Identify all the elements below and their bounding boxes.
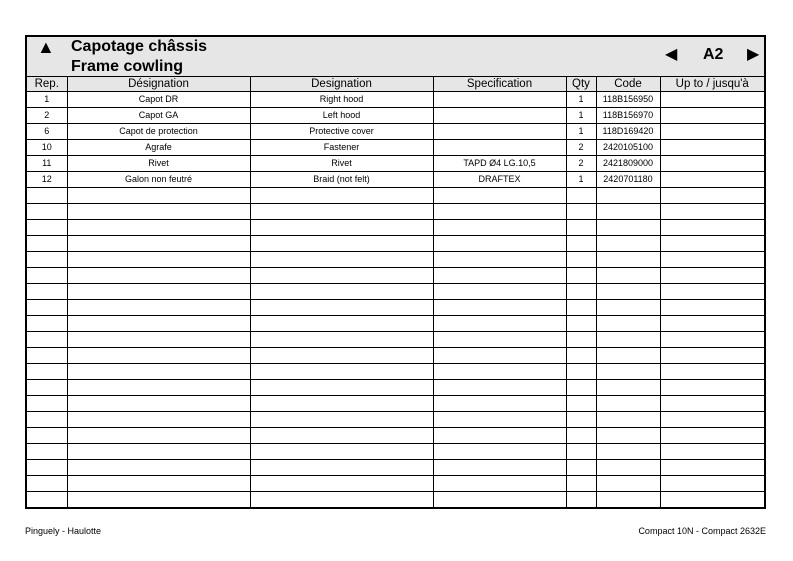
empty-cell <box>250 380 433 396</box>
empty-cell <box>433 268 566 284</box>
empty-cell <box>27 444 67 460</box>
page-code: A2 <box>703 46 724 63</box>
empty-cell <box>660 220 764 236</box>
empty-cell <box>433 188 566 204</box>
empty-cell <box>660 364 764 380</box>
empty-cell <box>67 348 250 364</box>
empty-cell <box>566 396 596 412</box>
empty-cell <box>67 268 250 284</box>
qty-cell: 1 <box>566 124 596 140</box>
qty-cell: 2 <box>566 156 596 172</box>
page-title-english: Frame cowling <box>71 58 184 75</box>
empty-cell <box>250 428 433 444</box>
up-to-cell <box>660 92 764 108</box>
empty-cell <box>250 492 433 508</box>
empty-cell <box>660 444 764 460</box>
empty-cell <box>566 268 596 284</box>
column-header-specification: Specification <box>433 77 566 92</box>
empty-cell <box>596 492 660 508</box>
empty-cell <box>596 412 660 428</box>
empty-cell <box>660 412 764 428</box>
code-cell: 118B156970 <box>596 108 660 124</box>
empty-table-row <box>27 476 764 492</box>
table-row <box>27 92 764 108</box>
empty-cell <box>250 204 433 220</box>
empty-cell <box>596 252 660 268</box>
empty-cell <box>250 284 433 300</box>
empty-cell <box>27 268 67 284</box>
empty-table-row <box>27 396 764 412</box>
empty-cell <box>27 188 67 204</box>
empty-cell <box>27 284 67 300</box>
empty-table-row <box>27 236 764 252</box>
empty-cell <box>566 300 596 316</box>
next-page-icon[interactable]: ▶ <box>747 46 760 63</box>
empty-cell <box>596 476 660 492</box>
empty-cell <box>250 252 433 268</box>
up-to-cell <box>660 156 764 172</box>
empty-cell <box>660 396 764 412</box>
up-arrow-icon[interactable]: ▲ <box>37 37 55 57</box>
empty-cell <box>660 284 764 300</box>
empty-cell <box>27 476 67 492</box>
empty-table-row <box>27 300 764 316</box>
empty-table-row <box>27 380 764 396</box>
empty-cell <box>660 204 764 220</box>
empty-cell <box>433 316 566 332</box>
empty-cell <box>67 444 250 460</box>
empty-cell <box>433 428 566 444</box>
empty-cell <box>27 396 67 412</box>
rep-cell: 12 <box>27 172 67 188</box>
empty-table-row <box>27 412 764 428</box>
up-to-cell <box>660 172 764 188</box>
empty-cell <box>250 396 433 412</box>
column-header-rep: Rep. <box>27 77 67 92</box>
empty-cell <box>27 236 67 252</box>
empty-table-row <box>27 460 764 476</box>
designation-fr-cell: Capot DR <box>67 92 250 108</box>
empty-cell <box>566 348 596 364</box>
empty-cell <box>67 332 250 348</box>
empty-cell <box>250 332 433 348</box>
empty-table-row <box>27 204 764 220</box>
rep-cell: 6 <box>27 124 67 140</box>
empty-cell <box>67 300 250 316</box>
empty-cell <box>566 188 596 204</box>
table-header-row <box>27 77 764 92</box>
empty-cell <box>433 236 566 252</box>
empty-cell <box>67 236 250 252</box>
empty-cell <box>27 316 67 332</box>
empty-table-row <box>27 252 764 268</box>
specification-cell <box>433 124 566 140</box>
footer-manufacturer: Pinguely - Haulotte <box>25 526 102 536</box>
empty-cell <box>250 316 433 332</box>
empty-cell <box>660 380 764 396</box>
empty-cell <box>660 236 764 252</box>
parts-sheet <box>25 35 766 509</box>
empty-cell <box>27 412 67 428</box>
empty-cell <box>433 476 566 492</box>
designation-fr-cell: Galon non feutré <box>67 172 250 188</box>
empty-cell <box>566 412 596 428</box>
empty-cell <box>660 316 764 332</box>
empty-cell <box>566 236 596 252</box>
page-title-french: Capotage châssis <box>71 38 208 55</box>
empty-cell <box>660 460 764 476</box>
designation-fr-cell: Rivet <box>67 156 250 172</box>
empty-cell <box>566 460 596 476</box>
empty-cell <box>433 252 566 268</box>
sheet-header <box>27 37 764 76</box>
empty-cell <box>596 236 660 252</box>
empty-cell <box>250 236 433 252</box>
empty-cell <box>660 428 764 444</box>
designation-fr-cell: Capot GA <box>67 108 250 124</box>
designation-en-cell: Left hood <box>250 108 433 124</box>
empty-cell <box>660 268 764 284</box>
qty-cell: 1 <box>566 108 596 124</box>
empty-cell <box>596 204 660 220</box>
table-row <box>27 140 764 156</box>
column-header-code: Code <box>596 77 660 92</box>
column-header-qty: Qty <box>566 77 596 92</box>
specification-cell <box>433 92 566 108</box>
empty-table-row <box>27 444 764 460</box>
empty-cell <box>566 428 596 444</box>
empty-cell <box>250 348 433 364</box>
empty-cell <box>433 348 566 364</box>
empty-cell <box>596 364 660 380</box>
empty-cell <box>660 348 764 364</box>
column-header-up-to: Up to / jusqu'à <box>660 77 764 92</box>
designation-fr-cell: Agrafe <box>67 140 250 156</box>
empty-cell <box>250 268 433 284</box>
empty-cell <box>67 460 250 476</box>
empty-table-row <box>27 268 764 284</box>
empty-cell <box>433 492 566 508</box>
empty-cell <box>596 316 660 332</box>
column-header-designation-en: Designation <box>250 77 433 92</box>
empty-cell <box>250 444 433 460</box>
empty-cell <box>27 252 67 268</box>
empty-cell <box>67 316 250 332</box>
empty-cell <box>596 460 660 476</box>
empty-cell <box>566 332 596 348</box>
specification-cell <box>433 140 566 156</box>
empty-cell <box>566 380 596 396</box>
empty-cell <box>596 380 660 396</box>
empty-cell <box>566 316 596 332</box>
empty-cell <box>433 364 566 380</box>
code-cell: 2421809000 <box>596 156 660 172</box>
empty-cell <box>67 220 250 236</box>
empty-cell <box>27 380 67 396</box>
empty-cell <box>27 364 67 380</box>
empty-cell <box>27 300 67 316</box>
empty-cell <box>596 188 660 204</box>
empty-table-row <box>27 492 764 508</box>
empty-cell <box>433 300 566 316</box>
empty-cell <box>596 332 660 348</box>
empty-cell <box>67 284 250 300</box>
empty-cell <box>596 300 660 316</box>
empty-cell <box>596 444 660 460</box>
empty-cell <box>660 300 764 316</box>
empty-cell <box>433 460 566 476</box>
empty-cell <box>27 428 67 444</box>
empty-cell <box>67 412 250 428</box>
empty-cell <box>27 332 67 348</box>
empty-cell <box>67 492 250 508</box>
empty-cell <box>433 332 566 348</box>
empty-table-row <box>27 284 764 300</box>
up-to-cell <box>660 140 764 156</box>
empty-table-row <box>27 316 764 332</box>
empty-cell <box>566 220 596 236</box>
empty-cell <box>660 476 764 492</box>
empty-cell <box>566 252 596 268</box>
empty-cell <box>596 284 660 300</box>
code-cell: 118B156950 <box>596 92 660 108</box>
empty-cell <box>566 492 596 508</box>
empty-cell <box>433 380 566 396</box>
empty-table-row <box>27 220 764 236</box>
empty-cell <box>67 364 250 380</box>
empty-cell <box>250 460 433 476</box>
rep-cell: 11 <box>27 156 67 172</box>
empty-cell <box>250 412 433 428</box>
empty-cell <box>67 476 250 492</box>
rep-cell: 1 <box>27 92 67 108</box>
empty-cell <box>596 348 660 364</box>
empty-cell <box>433 412 566 428</box>
empty-cell <box>27 204 67 220</box>
previous-page-icon[interactable]: ◀ <box>665 46 678 63</box>
empty-cell <box>250 188 433 204</box>
empty-table-row <box>27 348 764 364</box>
empty-cell <box>660 492 764 508</box>
empty-cell <box>596 268 660 284</box>
empty-cell <box>27 460 67 476</box>
rep-cell: 2 <box>27 108 67 124</box>
empty-table-row <box>27 428 764 444</box>
designation-fr-cell: Capot de protection <box>67 124 250 140</box>
table-row <box>27 108 764 124</box>
designation-en-cell: Protective cover <box>250 124 433 140</box>
designation-en-cell: Fastener <box>250 140 433 156</box>
empty-cell <box>566 476 596 492</box>
up-to-cell <box>660 124 764 140</box>
qty-cell: 1 <box>566 92 596 108</box>
specification-cell <box>433 108 566 124</box>
empty-cell <box>250 220 433 236</box>
empty-cell <box>596 220 660 236</box>
empty-cell <box>596 396 660 412</box>
table-row <box>27 156 764 172</box>
empty-cell <box>27 492 67 508</box>
empty-cell <box>433 220 566 236</box>
designation-en-cell: Braid (not felt) <box>250 172 433 188</box>
empty-cell <box>67 204 250 220</box>
empty-cell <box>27 220 67 236</box>
qty-cell: 2 <box>566 140 596 156</box>
empty-cell <box>433 444 566 460</box>
empty-cell <box>67 252 250 268</box>
table-row <box>27 172 764 188</box>
empty-cell <box>660 188 764 204</box>
empty-cell <box>660 252 764 268</box>
empty-cell <box>566 444 596 460</box>
specification-cell: DRAFTEX <box>433 172 566 188</box>
empty-cell <box>660 332 764 348</box>
designation-en-cell: Right hood <box>250 92 433 108</box>
code-cell: 118D169420 <box>596 124 660 140</box>
empty-cell <box>566 364 596 380</box>
empty-cell <box>67 188 250 204</box>
empty-cell <box>596 428 660 444</box>
footer-models: Compact 10N - Compact 2632E <box>638 526 766 536</box>
empty-cell <box>67 380 250 396</box>
empty-cell <box>67 428 250 444</box>
rep-cell: 10 <box>27 140 67 156</box>
specification-cell: TAPD Ø4 LG.10,5 <box>433 156 566 172</box>
up-to-cell <box>660 108 764 124</box>
column-header-designation-fr: Désignation <box>67 77 250 92</box>
empty-table-row <box>27 332 764 348</box>
empty-cell <box>433 204 566 220</box>
parts-table <box>27 76 764 507</box>
empty-cell <box>566 284 596 300</box>
code-cell: 2420701180 <box>596 172 660 188</box>
empty-cell <box>27 348 67 364</box>
table-row <box>27 124 764 140</box>
empty-cell <box>433 396 566 412</box>
empty-cell <box>250 364 433 380</box>
empty-cell <box>566 204 596 220</box>
qty-cell: 1 <box>566 172 596 188</box>
empty-cell <box>250 476 433 492</box>
empty-cell <box>67 396 250 412</box>
empty-cell <box>250 300 433 316</box>
designation-en-cell: Rivet <box>250 156 433 172</box>
empty-table-row <box>27 188 764 204</box>
empty-table-row <box>27 364 764 380</box>
code-cell: 2420105100 <box>596 140 660 156</box>
empty-cell <box>433 284 566 300</box>
